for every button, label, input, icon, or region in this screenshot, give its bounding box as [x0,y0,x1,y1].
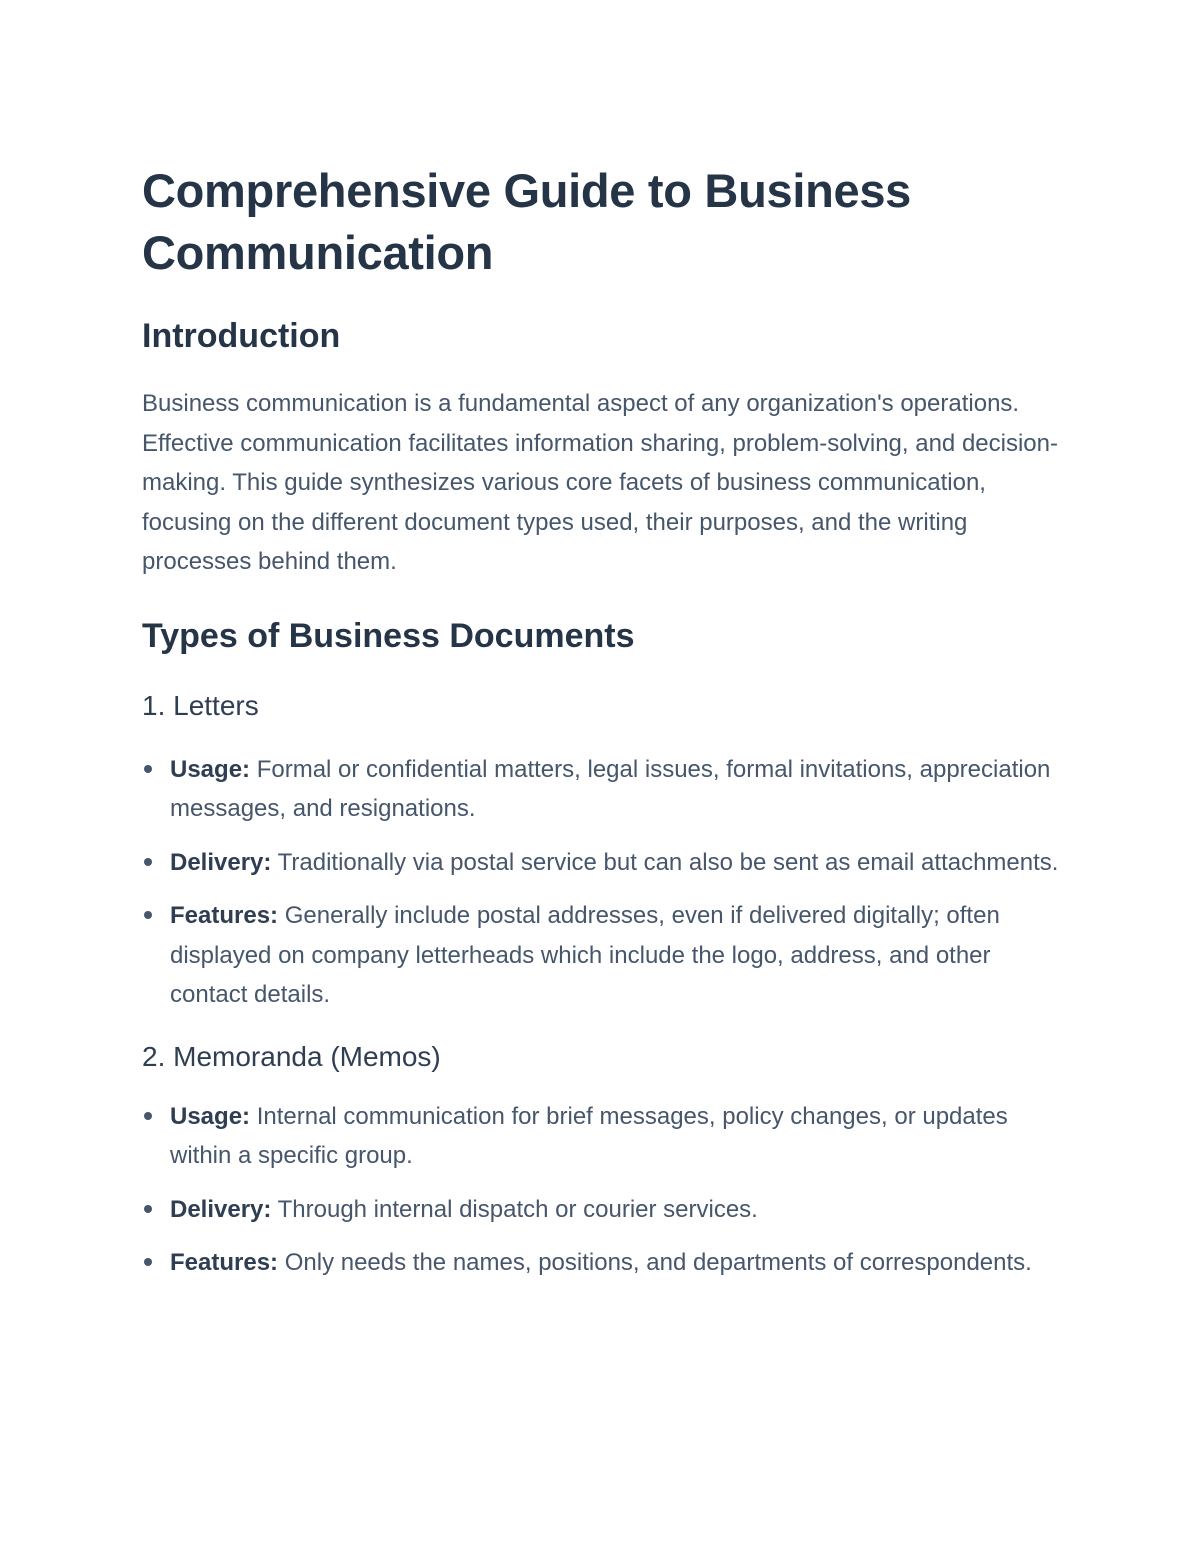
introduction-heading: Introduction [142,317,341,355]
item-label: Usage: [170,1102,251,1130]
item-text: Internal communication for brief messages, policy changes, or updates within a specific group. [170,1102,1008,1169]
bullet-icon [144,1205,152,1213]
item-label: Features: [170,1249,279,1276]
memos-subheading: 2. Memoranda (Memos) [142,1040,441,1072]
item-label: Usage: [170,755,251,783]
types-of-documents-heading: Types of Business Documents [142,616,635,655]
document-title: Comprehensive Guide to Business Communication [142,164,912,279]
bullet-icon [144,858,152,866]
list-item [142,843,1072,883]
item-label: Delivery: [170,848,272,876]
bullet-icon [144,765,152,773]
item-text: Generally include postal addresses, even if delivered digitally; often displayed on company letterheads which include the logo, address, and other contact details. [170,902,1000,1008]
letters-subheading: 1. Letters [142,689,259,721]
item-label: Features: [170,902,279,929]
memos-list [142,1097,1072,1283]
list-item [142,1190,1072,1230]
item-text: Formal or confidential matters, legal issues, formal invitations, appreciation messages, and resignations. [170,755,1051,822]
bullet-icon [144,1258,152,1266]
list-item [142,896,1072,1015]
item-label: Delivery: [170,1195,272,1223]
document-page [142,160,1072,1297]
list-item [142,1097,1072,1176]
bullet-icon [144,1112,152,1120]
item-text: Only needs the names, positions, and departments of correspondents. [278,1249,1032,1276]
list-item [142,750,1072,829]
item-text: Traditionally via postal service but can also be sent as email attachments. [271,848,1059,876]
letters-list [142,750,1072,1015]
item-text: Through internal dispatch or courier services. [271,1195,758,1223]
list-item [142,1243,1072,1283]
introduction-paragraph: Business communication is a fundamental aspect of any organization's operations. Effective communication facilitates information sharing, problem-solving, and decision-making. This guide synthesizes various core facets of business communication, focusing on the different document types used, their purposes, and the writing processes behind them. [142,390,1058,575]
bullet-icon [144,911,152,919]
